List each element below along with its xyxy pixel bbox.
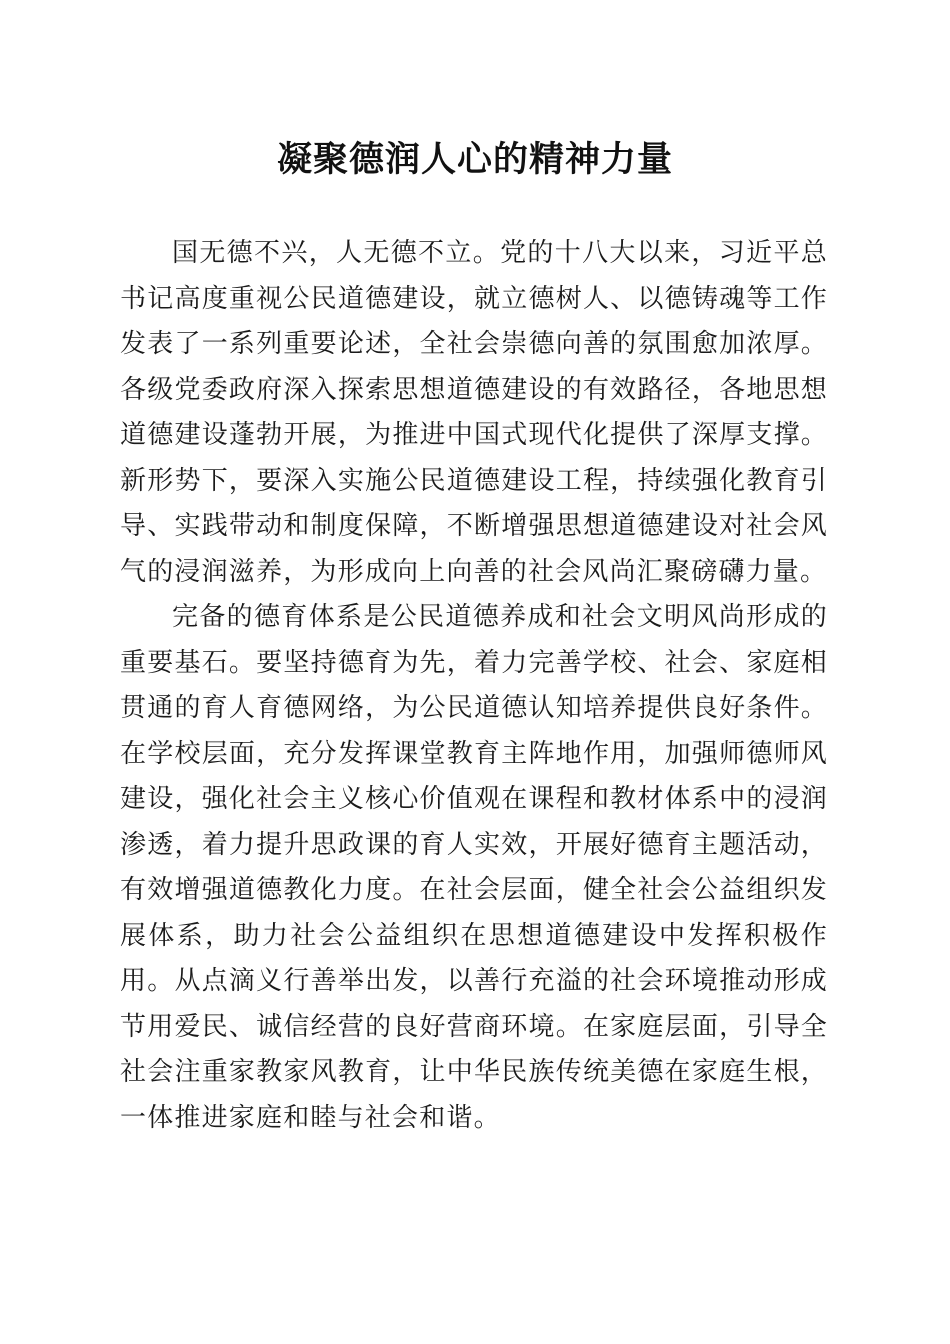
document-body <box>120 231 828 1141</box>
body-paragraph: 完备的德育体系是公民道德养成和社会文明风尚形成的重要基石。要坚持德育为先，着力完善学校、社会、家庭相贯通的育人育德网络，为公民道德认知培养提供良好条件。在学校层面，充分发挥课堂教育主阵地作用，加强师德师风建设，强化社会主义核心价值观在课程和教材体系中的浸润渗透，着力提升思政课的育人实效，开展好德育主题活动，有效增强道德教化力度。在社会层面，健全社会公益组织发展体系，助力社会公益组织在思想道德建设中发挥积极作用。从点滴义行善举出发，以善行充溢的社会环境推动形成节用爱民、诚信经营的良好营商环境。在家庭层面，引导全社会注重家教家风教育，让中华民族传统美德在家庭生根，一体推进家庭和睦与社会和谐。 <box>120 602 828 1133</box>
body-paragraph: 国无德不兴，人无德不立。党的十八大以来，习近平总书记高度重视公民道德建设，就立德树人、以德铸魂等工作发表了一系列重要论述，全社会崇德向善的氛围愈加浓厚。各级党委政府深入探索思想道德建设的有效路径，各地思想道德建设蓬勃开展，为推进中国式现代化提供了深厚支撑。新形势下，要深入实施公民道德建设工程，持续强化教育引导、实践带动和制度保障，不断增强思想道德建设对社会风气的浸润滋养，为形成向上向善的社会风尚汇聚磅礴力量。 <box>120 238 828 587</box>
document-title: 凝聚德润人心的精神力量 <box>276 139 673 180</box>
